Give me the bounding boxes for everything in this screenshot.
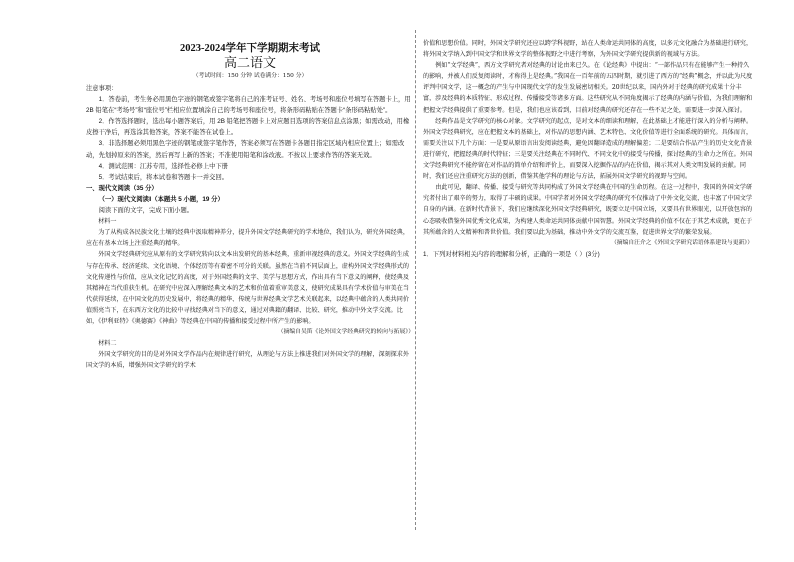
- right-para-4: 由此可见，翻译、传播、接受与研究等共同构成了外国文学经典在中国的生命历程。在这一过程中，我国的外国文学研究者付出了艰辛的努力，取得了丰硕的成果。中国学者对外国文学经典的研究不仅推动了中外文化交流，也丰富了中国文学自身的内涵。在新时代背景下，我们应继续深化外国文学经典研究，既要立足中国立场，又要具有世界眼光，以开放包容的心态吸收借鉴外国优秀文化成果，为构建人类命运共同体贡献中国智慧。外国文学经典的价值不仅在于其艺术成就，更在于其所蕴含的人文精神和普世价值。我们要以此为基础，推动中外文学的交流互鉴，促进世界文学的繁荣发展。: [423, 184, 753, 236]
- material-1-citation: （摘编自吴笛《论外国文学经典研究的转向与拓展》）: [277, 329, 414, 336]
- subsection-heading: （一）现代文阅读Ⅰ（本题共 5 小题，19 分）: [98, 195, 224, 203]
- right-column: [423, 38, 753, 260]
- exam-title: 2023-2024学年下学期期末考试: [180, 43, 320, 54]
- material-2-para-1: 外国文学研究的目的是对外国文学作品内在规律进行研究，从理论与方法上推进我们对外国文学的理解，深刻探求外国文学的本质，增强外国文学研究的学术: [86, 351, 409, 370]
- material-1-para-2: 外国文学经典研究应从原有的文学研究转向以文本出发研究的基本经典，重新审视经典的意义。外国文学经典的生成与存在传承、经济延续、文化语境、个体经历等有着密不可分的关联。虽然在当前不同层面上，虚构外国文学经典形式的文化传递性与价值，应从文化记忆的高度，对于外国经典的文字、美学与思想方式，作出具有当下意义的阐释，使经典及其精神在当代重获生机。在研究中应深入理解经典文本的艺术和价值着重审美意义，使研究成果具有学术价值与审美在当代获得延续，在中国文化的历史发展中，将经典的精华、传统与世界经典文学艺术关联起来，以经典中蕴含的人类共同价值照亮当下，在东西方文化的比较中寻找经典对当下的意义，通过对典籍的翻译、比较、研究，推动中外文学交流。比如，《伊利亚特》《奥德赛》《神曲》等经典在中国的传播和接受过程中所产生的影响。: [86, 251, 409, 325]
- right-para-1: 价值和思想价值。同时，外国文学研究还应以跨学科视野，站在人类命运共同体的高度，以多元文化融合为基础进行研究，将外国文学纳入到中国文学和世界文学的整体视野之中进行考察，为外国文学研究提供新的视域与方法。: [423, 40, 753, 59]
- section-heading: 一、现代文阅读（35 分）: [86, 184, 158, 192]
- binding-line: [415, 30, 416, 530]
- material-2-label: 材料二: [98, 340, 117, 348]
- exam-meta: （考试时间：150 分钟 试卷满分：150 分）: [192, 73, 308, 79]
- material-1-label: 材料一: [98, 218, 117, 226]
- notice-item-3: 3．非选择题必须用黑色字迹的钢笔或签字笔作答，答案必须写在答题卡各题目指定区域内相应位置上；如需改动，先划掉原来的答案，然后再写上新的答案；不准使用铅笔和涂改液。不按以上要求作答的答案无效。: [86, 140, 405, 159]
- notice-item-2: 2．作答选择题时，选出每小题答案后，用 2B 铅笔把答题卡上对应题目选项的答案信息点涂黑；如需改动，用橡皮擦干净后，再选涂其他答案，答案不能答在试卷上。: [86, 118, 410, 137]
- right-para-3: 经典作品是文学研究的核心对象。文学研究的起点，是对文本的细读和理解，在此基础上才能进行深入的分析与阐释。外国文学经典研究，应在把握文本的基础上，对作品的思想内涵、艺术特色、文化价值等进行全面系统的研究。具体而言，需要关注以下几个方面：一是要从原语言出发阅读经典，避免因翻译造成的理解偏差；二是要结合作品产生的历史文化背景进行研究，把握经典的时代特征；三是要关注经典在不同时代、不同文化中的接受与传播，探讨经典的生命力之所在。外国文学经典研究不能停留在对作品的简单介绍和评价上，而要深入挖掘作品的内在价值，揭示其对人类文明发展的贡献。同时，我们还应注重研究方法的创新，借鉴其他学科的理论与方法，拓展外国文学研究的视野与空间。: [423, 117, 753, 181]
- exam-subject: 高二语文: [223, 55, 276, 70]
- left-column: [86, 38, 414, 371]
- notice-title: 注意事项：: [86, 85, 118, 92]
- notice-item-1: 1．答卷前，考生务必用黑色字迹的钢笔或签字笔将自己的准考证号、姓名、考场号和座位号填写在答题卡上，用 2B 铅笔在“考场号”和“座位号”栏相应位置填涂自己的考场号和座位号，将条形码粘贴在答题卡“条形码粘贴处”。: [86, 96, 411, 115]
- material-2-citation: （摘编自汪介之《外国文学研究话语体系建设与更新》）: [610, 239, 753, 246]
- material-1-para-1: 为了从构成各民族文化土壤的经典中汲取精神养分，提升外国文学经典研究的学术地位，我们认为，研究外国经典，应在有基本立场上注重经典的精华。: [86, 229, 409, 248]
- notice-item-5: 5．考试结束后，将本试卷和答题卡一并交回。: [98, 173, 229, 181]
- right-para-2: 例如“文学经典”，西方文学研究者对经典的讨论由来已久。在《论经典》中提出：“一部作品只有在能够产生一种持久的影响，并被人们反复阅读时，才称得上是经典。”我国在一百年前的五四时期，就引进了西方的“经典”概念，并以此为尺度评判中国文学，这一概念的产生与中国现代文学的发生发展密切相关。20世纪以来，国内外对于经典的研究成果十分丰富，涉及经典的本质特征、形成过程、传播接受等诸多方面。这些研究从不同角度揭示了经典的内涵与价值，为我们理解和把握文学经典提供了重要参考。但是，我们也应该看到，目前对经典的研究还存在一些不足之处，需要进一步深入探讨。: [423, 62, 753, 114]
- notice-item-4: 4．测试范围：江苏专用，选择性必修上中下册: [98, 162, 229, 170]
- reading-instruction: 阅读下面的文字，完成下面小题。: [98, 207, 194, 215]
- question-1: 1．下列对材料相关内容的理解和分析，正确的一项是（ ）(3分): [423, 250, 600, 258]
